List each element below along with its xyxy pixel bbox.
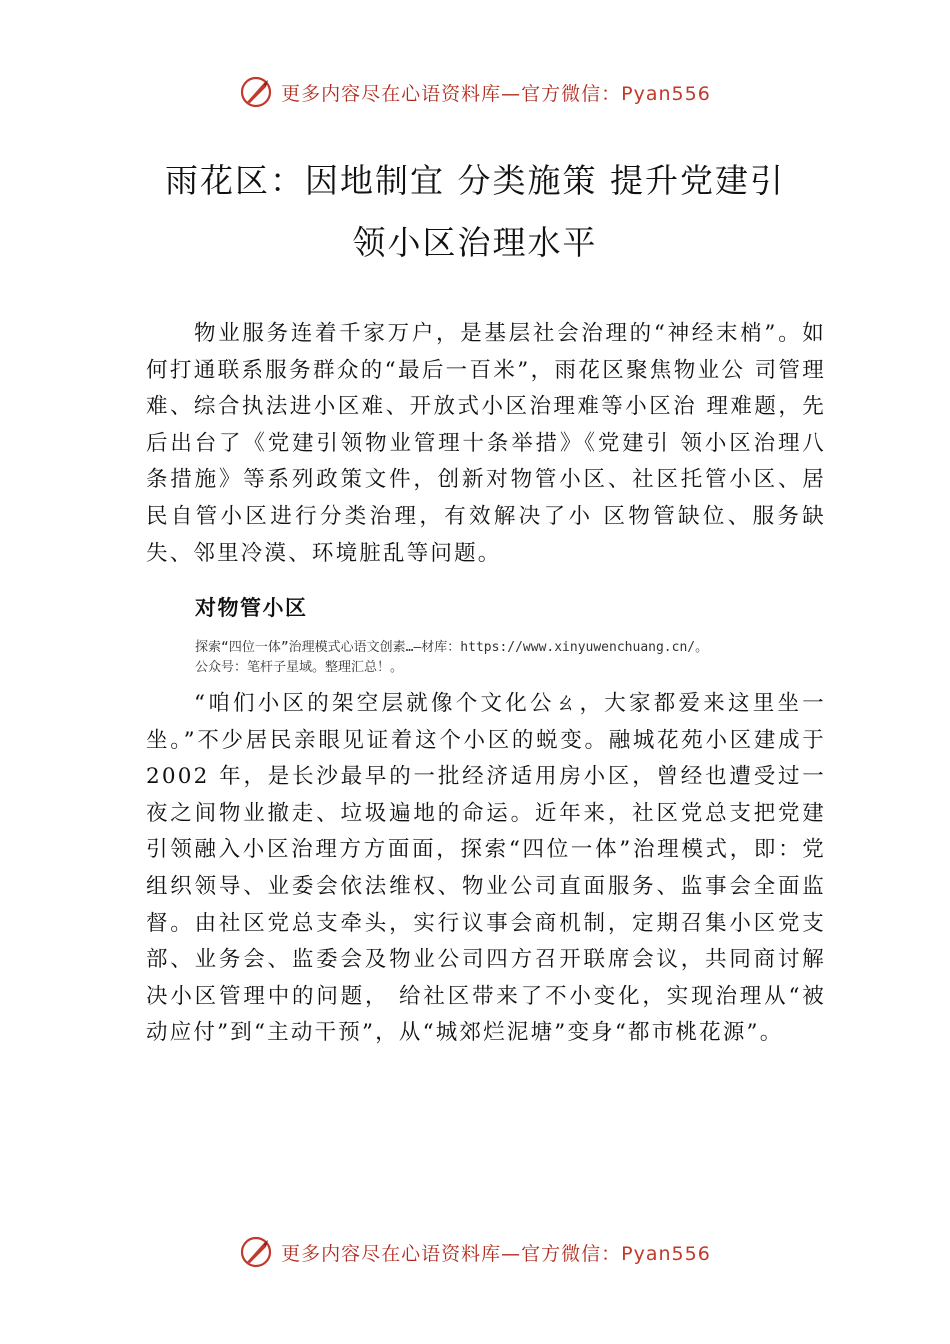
banner-text: 更多内容尽在心语资料库—官方微信：Pyan556 — [281, 82, 711, 105]
paragraph-case: “咱们小区的架空层就像个文化公ㄠ，大家都爱来这里坐一坐。”不少居民亲眼见证着这个小区的蜕变。融城花苑小区建成于 2002 年，是长沙最早的一批经济适用房小区，曾经也遭受过一夜之间物业撤走、垃圾遍地的命运。近年来，社区党总支把党建引领融入小区治理方方面面，探索“四位一体”治理模式，即：党组织领导、业委会依法维权、物业公司直面服务、监事会全面监督。由社区党总支牵头，实行议事会商机制，定期召集小区党支部、业务会、监委会及物业公司四方召开联席会议，共同商讨解决小区管理中的问题， 给社区带来了不小变化，实现治理从“被动应付”到“主动干预”，从“城郊烂泥塘”变身“都市桃花源”。 — [146, 691, 826, 1046]
wechat-id: Pyan556 — [621, 82, 711, 105]
footer-banner — [0, 1230, 950, 1274]
article-title — [0, 150, 950, 274]
section-subheading: 对物管小区 — [195, 596, 308, 620]
source-note: 探索“四位一体”治理模式心语文创素…—材库：https://www.xinyuwenchuang.cn/。公众号：笔杆子星域。整理汇总！。 — [195, 640, 709, 675]
wechat-id: Pyan556 — [621, 1242, 711, 1265]
header-banner — [0, 70, 950, 114]
title-line-1: 雨花区：因地制宜 分类施策 提升党建引 — [165, 161, 785, 200]
title-line-2: 领小区治理水平 — [352, 223, 598, 262]
paragraph-intro: 物业服务连着千家万户，是基层社会治理的“神经末梢”。如何打通联系服务群众的“最后一百米”，雨花区聚焦物业公 司管理难、综合执法进小区难、开放式小区治理难等小区治 理难题，先后出台了《党建引领物业管理十条举措》《党建引 领小区治理八条措施》等系列政策文件，创新对物管小区、社区托管小区、居民自管小区进行分类治理，有效解决了小 区物管缺位、服务缺失、邻里冷漠、环境脏乱等问题。 — [146, 321, 826, 566]
banner-text: 更多内容尽在心语资料库—官方微信：Pyan556 — [281, 1242, 711, 1265]
quill-pen-logo-icon — [239, 75, 273, 109]
quill-pen-logo-icon — [239, 1235, 273, 1269]
